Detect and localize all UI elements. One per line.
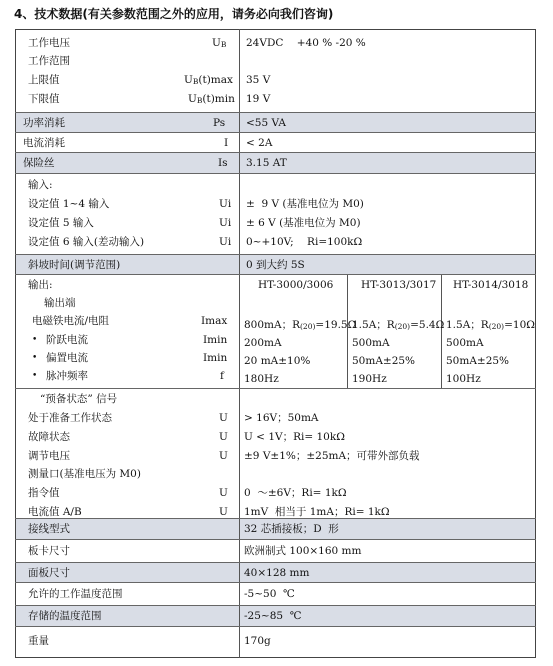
storage-temp-value: -25~85 ℃ — [244, 610, 302, 622]
board-label: 板卡尺寸 — [28, 545, 70, 557]
panel-value: 40×128 mm — [244, 567, 310, 579]
row-rule — [15, 626, 536, 627]
output-port-label: 输出端 — [44, 297, 76, 309]
column-divider — [239, 29, 240, 658]
operating-temp-label: 允许的工作温度范围 — [28, 588, 123, 600]
weight-label: 重量 — [28, 635, 49, 647]
power-symbol: Ps — [213, 117, 226, 129]
range-label: 工作范围 — [28, 55, 70, 67]
ready-title: “预备状态” 信号 — [40, 393, 118, 405]
current-value: < 2A — [246, 137, 273, 149]
output-row-label: 阶跃电流 — [46, 334, 88, 346]
input-row-label: 设定值 1~4 输入 — [28, 198, 110, 210]
outputs-title: 输出: — [28, 279, 53, 291]
row-rule — [15, 173, 536, 174]
voltage-symbol: UB — [212, 37, 227, 49]
input-row-value: ± 9 V (基准电位为 M0) — [246, 198, 364, 210]
voltage-value: 24VDC +40 % -20 % — [246, 37, 366, 49]
ready-row-value: > 16V；50mA — [244, 412, 319, 424]
model-header: HT-3014/3018 — [453, 279, 529, 291]
output-value: 100Hz — [446, 373, 481, 385]
model-header: HT-3000/3006 — [258, 279, 334, 291]
output-value: 50mA±25% — [446, 355, 510, 367]
output-value: 50mA±25% — [352, 355, 416, 367]
ready-row-symbol: U — [219, 487, 228, 499]
input-row-label: 设定值 6 输入(差动输入) — [28, 236, 145, 248]
ready-row-symbol: U — [219, 412, 228, 424]
power-label: 功率消耗 — [23, 117, 65, 129]
output-value: 190Hz — [352, 373, 387, 385]
row-rule — [15, 388, 536, 389]
voltage-label: 工作电压 — [28, 37, 70, 49]
ready-row-label: 电流值 A/B — [28, 506, 82, 518]
operating-temp-value: -5~50 ℃ — [244, 588, 295, 600]
output-value: 500mA — [352, 337, 390, 349]
ready-row-value: U < 1V；Ri= 10kΩ — [244, 431, 345, 443]
current-label: 电流消耗 — [23, 137, 65, 149]
output-value: 1.5A；R(20)=10Ω — [446, 319, 535, 331]
board-value: 欧洲制式 100×160 mm — [244, 545, 362, 557]
upper-limit-label: 上限值 — [28, 74, 60, 86]
upper-limit-value: 35 V — [246, 74, 271, 86]
output-row-symbol: Imin — [203, 334, 228, 346]
ready-row-symbol: U — [219, 431, 228, 443]
output-value: 500mA — [446, 337, 484, 349]
fuse-label: 保险丝 — [23, 157, 55, 169]
output-row-symbol: f — [220, 370, 224, 382]
output-value: 20 mA±10% — [244, 355, 311, 367]
input-row-symbol: Ui — [219, 217, 232, 229]
connector-value: 32 芯插接板；D 形 — [244, 523, 339, 535]
power-value: <55 VA — [246, 117, 286, 129]
row-rule — [15, 132, 536, 133]
fuse-value: 3.15 AT — [246, 157, 287, 169]
input-row-symbol: Ui — [219, 236, 232, 248]
bullet-icon: • — [32, 371, 38, 381]
ready-row-value: 1mV 相当于 1mA；Ri= 1kΩ — [244, 506, 390, 518]
ready-row-symbol: U — [219, 506, 228, 518]
lower-limit-symbol: UB(t)min — [188, 93, 235, 105]
ramp-label: 斜坡时间(调节范围) — [28, 259, 121, 271]
ramp-value: 0 到大约 5S — [246, 259, 305, 271]
output-value: 1.5A；R(20)=5.4Ω — [352, 319, 445, 331]
row-rule — [15, 582, 536, 583]
output-value: 800mA；R(20)=19.5Ω — [244, 319, 357, 331]
ready-row-label: 处于准备工作状态 — [28, 412, 112, 424]
bullet-icon: • — [32, 353, 38, 363]
ready-row-value: ±9 V±1%；±25mA；可带外部负载 — [244, 450, 420, 462]
output-row-label: 电磁铁电流/电阻 — [32, 315, 110, 327]
row-rule — [15, 539, 536, 540]
row-rule — [15, 274, 536, 275]
input-row-symbol: Ui — [219, 198, 232, 210]
output-value: 200mA — [244, 337, 282, 349]
ready-row-value: 0 ～±6V；Ri= 1kΩ — [244, 487, 347, 499]
row-rule — [15, 112, 536, 113]
fuse-symbol: Is — [218, 157, 228, 169]
panel-label: 面板尺寸 — [28, 567, 70, 579]
section-heading: 4、技术数据(有关参数范围之外的应用，请务必向我们咨询) — [14, 7, 334, 21]
lower-limit-label: 下限值 — [28, 93, 60, 105]
weight-value: 170g — [244, 635, 271, 647]
input-row-value: ± 6 V (基准电位为 M0) — [246, 217, 361, 229]
output-row-symbol: Imin — [203, 352, 228, 364]
row-rule — [15, 152, 536, 153]
upper-limit-symbol: UB(t)max — [184, 74, 233, 86]
storage-temp-label: 存储的温度范围 — [28, 610, 102, 622]
input-row-value: 0~+10V; Ri=100kΩ — [246, 236, 363, 248]
input-row-label: 设定值 5 输入 — [28, 217, 94, 229]
row-rule — [15, 562, 536, 563]
row-rule — [15, 254, 536, 255]
lower-limit-value: 19 V — [246, 93, 271, 105]
ready-row-symbol: U — [219, 450, 228, 462]
connector-label: 接线型式 — [28, 523, 70, 535]
ready-row-label: 调节电压 — [28, 450, 70, 462]
bullet-icon: • — [32, 335, 38, 345]
model-header: HT-3013/3017 — [361, 279, 437, 291]
ready-row-label: 故障状态 — [28, 431, 70, 443]
ready-row-label: 指令值 — [28, 487, 60, 499]
output-row-label: 偏置电流 — [46, 352, 88, 364]
row-rule — [15, 605, 536, 606]
current-symbol: I — [224, 137, 229, 149]
inputs-title: 输入: — [28, 179, 53, 191]
output-row-symbol: Imax — [201, 315, 228, 327]
measure-label: 测量口(基准电压为 M0) — [28, 468, 141, 480]
output-row-label: 脉冲频率 — [46, 370, 88, 382]
output-value: 180Hz — [244, 373, 279, 385]
